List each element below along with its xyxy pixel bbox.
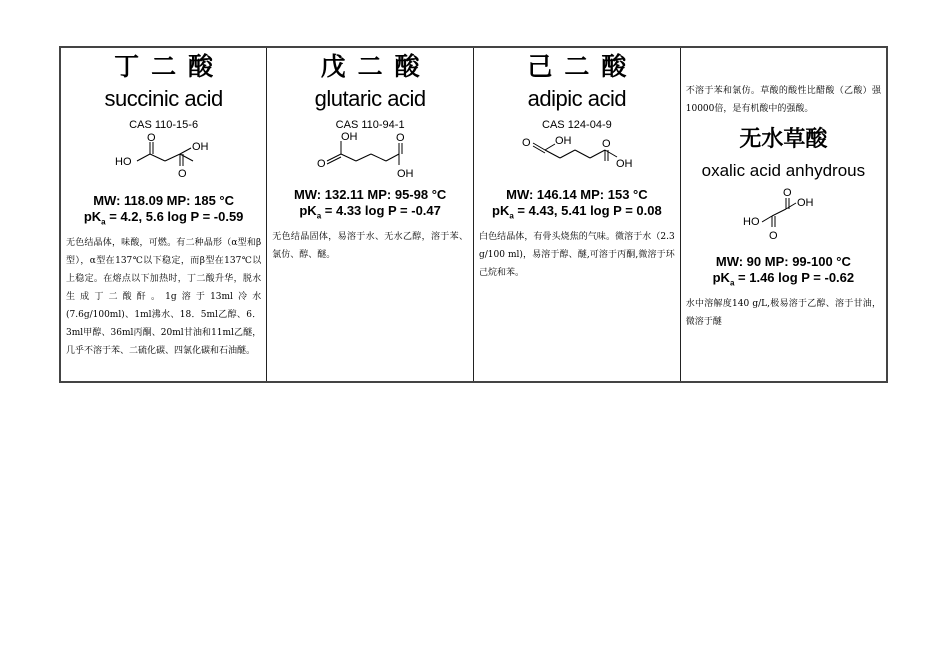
acid-cell-adipic: [474, 47, 681, 382]
pka-logp: [479, 203, 675, 225]
hydroxyl-label: HO: [743, 216, 760, 228]
pka-logp-value: = 4.33 log P = -0.47: [321, 203, 441, 218]
pk-label: pK: [83, 209, 102, 224]
cas-number: CAS 124-04-9: [542, 119, 612, 131]
chinese-name: 己二酸: [527, 52, 639, 81]
hydroxyl-label: HO: [114, 156, 132, 168]
pka-logp: [686, 270, 881, 292]
oxygen-label: O: [601, 138, 611, 150]
mw-mp: MW: 132.11 MP: 95-98 °C: [293, 187, 447, 202]
pk-subscript: a: [729, 278, 735, 288]
mw-mp: MW: 118.09 MP: 185 °C: [93, 193, 235, 208]
oxygen-label: O: [769, 230, 778, 242]
table-row: [60, 47, 887, 382]
hydroxyl-label: OH: [797, 197, 814, 209]
cas-number: CAS 110-15-6: [129, 119, 199, 131]
description: 无色结晶固体，易溶于水、无水乙醇，溶于苯、氯仿、醇、醚。: [272, 231, 468, 260]
english-name: oxalic acid anhydrous: [701, 161, 866, 180]
chinese-name: 戊二酸: [320, 52, 432, 81]
acid-cell-oxalic: [680, 47, 887, 382]
acid-cell-glutaric: [267, 47, 474, 382]
acid-table-container: [59, 46, 888, 383]
mw-mp: MW: 146.14 MP: 153 °C: [506, 187, 648, 202]
hydroxyl-label: OH: [341, 131, 358, 143]
pka-logp-value: = 1.46 log P = -0.62: [734, 270, 855, 285]
adipic-acid-structure: [517, 131, 637, 189]
pk-label: pK: [492, 203, 510, 218]
acid-table: [59, 46, 888, 383]
pk-subscript: a: [316, 211, 322, 221]
pk-subscript: a: [509, 211, 514, 221]
description: 白色结晶体，有骨头烧焦的气味。微溶于水（2.3 g/100 ml)，易溶于醇、醚,可溶于丙酮,微溶于环己烷和苯。: [479, 231, 675, 278]
pka-logp-value: = 4.43, 5.41 log P = 0.08: [513, 203, 662, 218]
glutaric-acid-structure: [315, 131, 425, 189]
oxalic-acid-structure: [728, 186, 838, 248]
hydroxyl-label: OH: [554, 135, 572, 147]
oxygen-label: O: [783, 187, 792, 199]
acid-cell-succinic: [60, 47, 267, 382]
top-note: 不溶于苯和氯仿。草酸的酸性比醋酸（乙酸）强10000倍，是有机酸中的强酸。: [685, 86, 881, 114]
chinese-name: 无水草酸: [739, 127, 828, 152]
oxygen-label: O: [317, 158, 326, 170]
description: 无色结晶体，味酸，可燃。有二种晶形（α型和β型），α型在137℃以下稳定，而β型在137℃以上稳定。在熔点以下加热时，丁二酸升华，脱水生成丁二酸酐。1g溶于13ml冷水(7.6g/100ml)、1ml沸水、18．5ml乙醇、6．3ml甲醇、36ml丙酮、20ml甘油和11ml乙醚，几乎不溶于苯、二硫化碳、四氯化碳和石油醚。: [66, 237, 262, 356]
pka-logp: [272, 203, 468, 225]
english-name: glutaric acid: [314, 86, 426, 111]
description: 水中溶解度140 g/L,极易溶于乙醇、溶于甘油，微溶于醚: [685, 298, 881, 327]
hydroxyl-label: OH: [191, 141, 209, 153]
pk-label: pK: [299, 203, 317, 218]
pk-label: pK: [712, 270, 730, 285]
oxygen-label: O: [177, 168, 187, 180]
mw-mp: MW: 90 MP: 99-100 °C: [715, 254, 851, 269]
oxygen-label: O: [146, 132, 156, 144]
pk-subscript: a: [101, 217, 106, 227]
english-name: succinic acid: [104, 86, 223, 111]
english-name: adipic acid: [527, 86, 627, 111]
chinese-name: 丁二酸: [114, 52, 226, 81]
hydroxyl-label: OH: [397, 168, 414, 180]
cas-number: CAS 110-94-1: [335, 119, 405, 131]
oxygen-label: O: [521, 137, 531, 149]
oxygen-label: O: [396, 132, 405, 144]
pka-logp-value: = 4.2, 5.6 log P = -0.59: [105, 209, 244, 224]
hydroxyl-label: OH: [615, 158, 633, 170]
succinic-acid-structure: [109, 131, 219, 189]
pka-logp: [66, 209, 261, 231]
